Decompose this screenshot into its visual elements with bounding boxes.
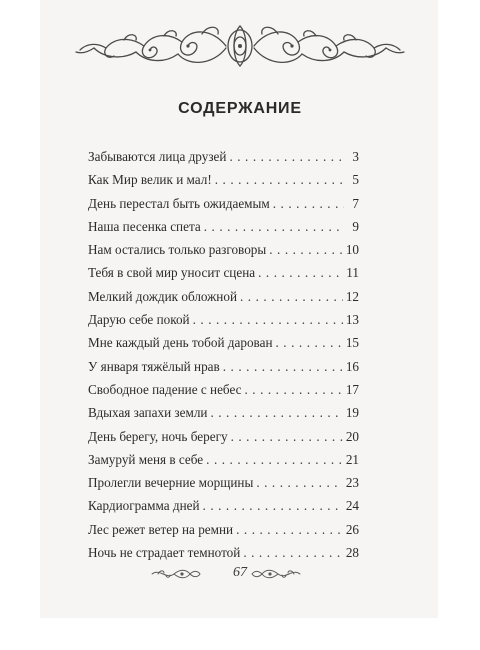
dot-leader [210,401,342,424]
page-footer [0,563,480,585]
toc-entry-page: 20 [345,428,359,444]
dot-leader [206,448,343,471]
toc-entry [88,308,359,331]
dot-leader [276,331,343,354]
toc-entry-title: Замуруй меня в себе [88,451,204,467]
dot-leader [273,192,344,215]
toc-entry-page: 13 [345,312,359,328]
toc-entry-title: Свободное падение с небес [88,381,242,397]
toc-entry [88,471,359,494]
dot-leader [231,425,343,448]
toc-entry-title: Ночь не страдает темнотой [88,545,241,561]
toc-entry-title: Дарую себе покой [88,312,190,328]
toc-entry-page: 15 [345,335,359,351]
toc-entry [88,168,359,191]
toc-entry-page: 17 [345,381,359,397]
toc-entry [88,425,359,448]
toc-entry [88,494,359,517]
toc-entry-title: День берегу, ночь берегу [88,428,228,444]
toc-entry-page: 21 [345,451,359,467]
toc-entry [88,145,359,168]
toc-entry-title: Наша песенка спета [88,218,201,234]
toc-entry-title: День перестал быть ожидаемым [88,195,270,211]
toc-entry-page: 12 [345,288,359,304]
toc-entry-page: 16 [345,358,359,374]
toc-entry-title: Пролегли вечерние морщины [88,475,254,491]
toc-entry [88,355,359,378]
toc-entry-title: Тебя в свой мир уносит сцена [88,265,256,281]
toc-entry [88,331,359,354]
toc-entry-page: 9 [352,218,359,234]
dot-leader [203,494,343,517]
dot-leader [243,541,343,564]
dot-leader [236,518,343,541]
dot-leader [215,168,344,191]
toc-entry [88,285,359,308]
toc-entry [88,215,359,238]
flourish-ornament-icon [250,566,302,582]
page-number: 67 [233,565,247,580]
toc-entry-page: 3 [352,149,359,164]
toc-entry [88,401,359,424]
toc-entry-page: 23 [345,475,359,491]
page-title: СОДЕРЖАНИЕ [178,100,302,117]
toc-entry-page: 10 [345,242,359,258]
toc-entry-page: 28 [345,545,359,561]
table-of-contents [88,145,359,564]
toc-entry-page: 19 [345,405,359,421]
toc-entry-title: Кардиограмма дней [88,498,200,514]
toc-entry [88,448,359,471]
toc-entry-title: Как Мир велик и мал! [88,172,212,188]
dot-leader [269,238,343,261]
toc-entry [88,238,359,261]
toc-entry [88,261,359,284]
toc-entry-title: У января тяжёлый нрав [88,358,220,374]
dot-leader [256,471,342,494]
toc-entry-title: Мне каждый день тобой дарован [88,335,273,351]
dot-leader [229,145,344,168]
toc-entry-title: Нам остались только разговоры [88,242,267,258]
dot-leader [240,285,343,308]
dot-leader [204,215,344,238]
toc-entry-page: 11 [346,265,359,281]
toc-entry [88,192,359,215]
baroque-scroll-ornament-icon [72,20,408,72]
toc-entry-title: Лес режет ветер на ремни [88,521,234,537]
dot-leader [193,308,343,331]
toc-entry-title: Мелкий дождик обложной [88,288,238,304]
dot-leader [245,378,343,401]
toc-entry-title: Забываются лица друзей [88,149,227,164]
toc-entry [88,378,359,401]
toc-entry-page: 24 [345,498,359,514]
toc-entry-title: Вдыхая запахи земли [88,405,208,421]
toc-entry-page: 5 [352,172,359,188]
toc-entry-page: 26 [345,521,359,537]
toc-entry [88,541,359,564]
dot-leader [223,355,343,378]
toc-entry-page: 7 [352,195,359,211]
toc-entry [88,518,359,541]
dot-leader [258,261,343,284]
